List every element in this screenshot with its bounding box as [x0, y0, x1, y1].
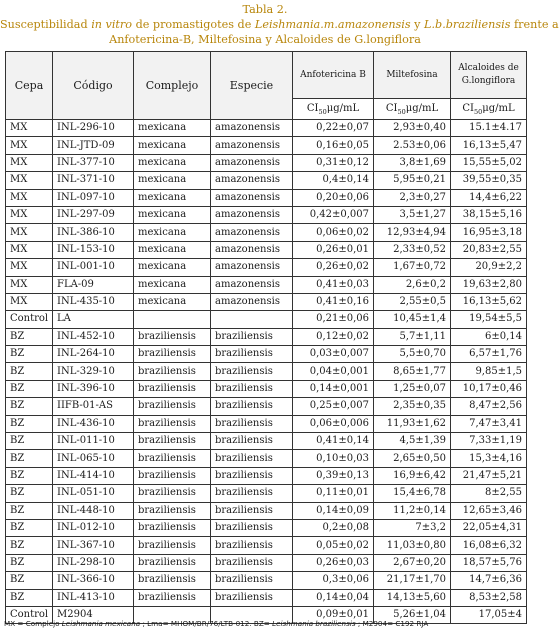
table-caption-line-2: Anfotericina-B, Miltefosina y Alcaloides de G.longiflora: [109, 33, 421, 46]
cell-miltefosina: 4,5±1,39: [374, 433, 451, 450]
cell-codigo: INL-001-10: [53, 259, 134, 276]
cell-codigo: INL-448-10: [53, 502, 134, 519]
cell-cepa: MX: [6, 189, 53, 206]
cell-complejo: mexicana: [134, 172, 211, 189]
table-row: [6, 328, 527, 345]
cell-codigo: INL-153-10: [53, 241, 134, 258]
cell-codigo: INL-414-10: [53, 467, 134, 484]
cell-alcaloides: 21,47±5,21: [451, 467, 527, 484]
cell-codigo: INL-012-10: [53, 519, 134, 536]
header-row: [6, 52, 527, 99]
cell-cepa: BZ: [6, 433, 53, 450]
table-row: [6, 311, 527, 328]
cell-anfotericina: 0,2±0,08: [293, 519, 374, 536]
cell-complejo: braziliensis: [134, 346, 211, 363]
cell-codigo: INL-065-10: [53, 450, 134, 467]
cell-alcaloides: 10,17±0,46: [451, 380, 527, 397]
cell-miltefosina: 2,33±0,52: [374, 241, 451, 258]
cell-anfotericina: 0,04±0,001: [293, 363, 374, 380]
cell-cepa: MX: [6, 172, 53, 189]
cell-codigo: INL-371-10: [53, 172, 134, 189]
cell-codigo: FLA-09: [53, 276, 134, 293]
cell-complejo: braziliensis: [134, 363, 211, 380]
cell-miltefosina: 2,35±0,35: [374, 398, 451, 415]
cell-codigo: INL-366-10: [53, 572, 134, 589]
cell-anfotericina: 0,25±0,007: [293, 398, 374, 415]
cell-codigo: INL-296-10: [53, 120, 134, 137]
cell-miltefosina: 7±3,2: [374, 519, 451, 536]
cell-especie: braziliensis: [211, 328, 293, 345]
cell-cepa: MX: [6, 293, 53, 310]
table-row: [6, 206, 527, 223]
cell-cepa: BZ: [6, 346, 53, 363]
table-row: [6, 485, 527, 502]
cell-cepa: BZ: [6, 415, 53, 432]
cell-especie: braziliensis: [211, 398, 293, 415]
cell-alcaloides: 7,47±3,41: [451, 415, 527, 432]
cell-miltefosina: 21,17±1,70: [374, 572, 451, 589]
cell-codigo: INL-297-09: [53, 206, 134, 223]
cell-especie: amazonensis: [211, 293, 293, 310]
cell-alcaloides: 12,65±3,46: [451, 502, 527, 519]
cell-miltefosina: 2,55±0,5: [374, 293, 451, 310]
cell-codigo: INL-011-10: [53, 433, 134, 450]
cell-cepa: BZ: [6, 328, 53, 345]
cell-alcaloides: 15,55±5,02: [451, 154, 527, 171]
cell-codigo: INL-377-10: [53, 154, 134, 171]
table-row: [6, 380, 527, 397]
cell-alcaloides: 19,63±2,80: [451, 276, 527, 293]
cell-codigo: INL-386-10: [53, 224, 134, 241]
cell-codigo: INL-413-10: [53, 589, 134, 606]
cell-anfotericina: 0,3±0,06: [293, 572, 374, 589]
cell-complejo: braziliensis: [134, 572, 211, 589]
column-header-codigo: Código: [53, 52, 134, 120]
column-header-cepa: Cepa: [6, 52, 53, 120]
cell-especie: braziliensis: [211, 554, 293, 571]
cell-alcaloides: 38,15±5,16: [451, 206, 527, 223]
unit-miltefosina: $CI_{50}\mu g/mL$: [374, 99, 451, 120]
cell-especie: [211, 311, 293, 328]
cell-codigo: LA: [53, 311, 134, 328]
cell-complejo: mexicana: [134, 241, 211, 258]
cell-cepa: MX: [6, 120, 53, 137]
cell-codigo: M2904: [53, 606, 134, 623]
cell-anfotericina: 0,26±0,01: [293, 241, 374, 258]
cell-alcaloides: 15,3±4,16: [451, 450, 527, 467]
cell-complejo: braziliensis: [134, 467, 211, 484]
cell-codigo: INL-264-10: [53, 346, 134, 363]
table-row: [6, 502, 527, 519]
cell-cepa: MX: [6, 276, 53, 293]
cell-especie: amazonensis: [211, 172, 293, 189]
cell-especie: braziliensis: [211, 519, 293, 536]
cell-cepa: BZ: [6, 554, 53, 571]
cell-codigo: INL-452-10: [53, 328, 134, 345]
table-row: [6, 276, 527, 293]
cell-cepa: BZ: [6, 450, 53, 467]
footnote: MX = Complejo Leishmania mexicana ; Lma= MHOM/BR/76/LTB-012. BZ= Leishmania braziliensis ; M2904= C192 RJA: [4, 619, 429, 628]
cell-anfotericina: 0,22±0,07: [293, 120, 374, 137]
cell-miltefosina: 2,3±0,27: [374, 189, 451, 206]
cell-alcaloides: 8,47±2,56: [451, 398, 527, 415]
cell-miltefosina: 11,2±0,14: [374, 502, 451, 519]
table-row: [6, 259, 527, 276]
cell-especie: amazonensis: [211, 259, 293, 276]
cell-miltefosina: 2,6±0,2: [374, 276, 451, 293]
cell-especie: braziliensis: [211, 415, 293, 432]
cell-miltefosina: 5,95±0,21: [374, 172, 451, 189]
cell-alcaloides: 15.1±4.17: [451, 120, 527, 137]
cell-anfotericina: 0,14±0,001: [293, 380, 374, 397]
cell-alcaloides: 18,57±5,76: [451, 554, 527, 571]
cell-alcaloides: 16,13±5,47: [451, 137, 527, 154]
cell-miltefosina: 11,03±0,80: [374, 537, 451, 554]
table-row: [6, 589, 527, 606]
cell-alcaloides: 6,57±1,76: [451, 346, 527, 363]
table-row: [6, 363, 527, 380]
cell-especie: amazonensis: [211, 189, 293, 206]
cell-codigo: INL-367-10: [53, 537, 134, 554]
cell-miltefosina: 1,25±0,07: [374, 380, 451, 397]
cell-complejo: braziliensis: [134, 398, 211, 415]
cell-codigo: IIFB-01-AS: [53, 398, 134, 415]
cell-anfotericina: 0,10±0,03: [293, 450, 374, 467]
cell-cepa: MX: [6, 224, 53, 241]
cell-alcaloides: 9,85±1,5: [451, 363, 527, 380]
cell-complejo: mexicana: [134, 206, 211, 223]
cell-especie: braziliensis: [211, 450, 293, 467]
cell-cepa: MX: [6, 259, 53, 276]
cell-complejo: mexicana: [134, 224, 211, 241]
cell-anfotericina: 0,26±0,03: [293, 554, 374, 571]
cell-cepa: BZ: [6, 398, 53, 415]
table-row: [6, 293, 527, 310]
table-row: [6, 137, 527, 154]
cell-anfotericina: 0,41±0,03: [293, 276, 374, 293]
cell-cepa: BZ: [6, 502, 53, 519]
table-caption-line-1: Susceptibilidad in vitro de promastigotes de Leishmania.m.amazonensis y L.b.braziliensis frente a: [0, 18, 559, 31]
cell-codigo: INL-097-10: [53, 189, 134, 206]
table-row: [6, 450, 527, 467]
cell-complejo: braziliensis: [134, 415, 211, 432]
cell-complejo: braziliensis: [134, 589, 211, 606]
cell-especie: braziliensis: [211, 572, 293, 589]
cell-codigo: INL-298-10: [53, 554, 134, 571]
cell-alcaloides: 6±0,14: [451, 328, 527, 345]
cell-complejo: braziliensis: [134, 519, 211, 536]
cell-miltefosina: 3,8±1,69: [374, 154, 451, 171]
table-label: Tabla 2.: [242, 3, 288, 16]
cell-cepa: BZ: [6, 363, 53, 380]
cell-complejo: mexicana: [134, 276, 211, 293]
table-row: [6, 554, 527, 571]
cell-especie: braziliensis: [211, 502, 293, 519]
cell-especie: amazonensis: [211, 206, 293, 223]
table-row: [6, 433, 527, 450]
cell-complejo: mexicana: [134, 137, 211, 154]
cell-cepa: BZ: [6, 380, 53, 397]
cell-complejo: mexicana: [134, 120, 211, 137]
cell-complejo: braziliensis: [134, 450, 211, 467]
cell-alcaloides: 14,4±6,22: [451, 189, 527, 206]
cell-alcaloides: 16,95±3,18: [451, 224, 527, 241]
cell-anfotericina: 0,14±0,09: [293, 502, 374, 519]
table-row: [6, 172, 527, 189]
cell-cepa: Control: [6, 311, 53, 328]
cell-anfotericina: 0,21±0,06: [293, 311, 374, 328]
cell-anfotericina: 0,11±0,01: [293, 485, 374, 502]
cell-complejo: braziliensis: [134, 380, 211, 397]
table-row: [6, 224, 527, 241]
column-header-complejo: Complejo: [134, 52, 211, 120]
cell-complejo: braziliensis: [134, 537, 211, 554]
cell-alcaloides: 39,55±0,35: [451, 172, 527, 189]
cell-anfotericina: 0,12±0,02: [293, 328, 374, 345]
cell-cepa: BZ: [6, 572, 53, 589]
cell-especie: braziliensis: [211, 467, 293, 484]
cell-anfotericina: 0,42±0,007: [293, 206, 374, 223]
table-body: [6, 120, 527, 624]
cell-miltefosina: 15,4±6,78: [374, 485, 451, 502]
cell-especie: amazonensis: [211, 154, 293, 171]
table-row: [6, 537, 527, 554]
cell-especie: amazonensis: [211, 276, 293, 293]
cell-anfotericina: 0,4±0,14: [293, 172, 374, 189]
table-row: [6, 398, 527, 415]
cell-especie: braziliensis: [211, 433, 293, 450]
cell-codigo: INL-435-10: [53, 293, 134, 310]
cell-especie: braziliensis: [211, 537, 293, 554]
cell-anfotericina: 0,03±0,007: [293, 346, 374, 363]
cell-complejo: [134, 311, 211, 328]
cell-alcaloides: 22,05±4,31: [451, 519, 527, 536]
cell-anfotericina: 0,16±0,05: [293, 137, 374, 154]
cell-complejo: mexicana: [134, 189, 211, 206]
cell-anfotericina: 0,31±0,12: [293, 154, 374, 171]
cell-especie: braziliensis: [211, 363, 293, 380]
column-header-alcaloides: Alcaloides de G.longiflora: [451, 52, 527, 99]
cell-miltefosina: 5,26±1,04: [374, 606, 451, 623]
cell-alcaloides: 16,13±5,62: [451, 293, 527, 310]
cell-cepa: BZ: [6, 537, 53, 554]
cell-especie: amazonensis: [211, 137, 293, 154]
cell-miltefosina: 2,67±0,20: [374, 554, 451, 571]
cell-complejo: mexicana: [134, 293, 211, 310]
cell-alcaloides: 19,54±5,5: [451, 311, 527, 328]
cell-alcaloides: 17,05±4: [451, 606, 527, 623]
table-row: [6, 415, 527, 432]
cell-miltefosina: 1,67±0,72: [374, 259, 451, 276]
cell-complejo: mexicana: [134, 259, 211, 276]
unit-anfotericina: $CI_{50}\mu g/mL$: [293, 99, 374, 120]
cell-cepa: MX: [6, 154, 53, 171]
cell-cepa: MX: [6, 241, 53, 258]
cell-miltefosina: 2,93±0,40: [374, 120, 451, 137]
cell-complejo: braziliensis: [134, 328, 211, 345]
table-row: [6, 189, 527, 206]
cell-anfotericina: 0,41±0,16: [293, 293, 374, 310]
cell-cepa: BZ: [6, 485, 53, 502]
cell-complejo: braziliensis: [134, 433, 211, 450]
cell-especie: braziliensis: [211, 589, 293, 606]
table-row: [6, 519, 527, 536]
cell-especie: amazonensis: [211, 241, 293, 258]
cell-anfotericina: 0,26±0,02: [293, 259, 374, 276]
cell-complejo: braziliensis: [134, 485, 211, 502]
cell-complejo: braziliensis: [134, 554, 211, 571]
table-row: [6, 467, 527, 484]
column-header-especie: Especie: [211, 52, 293, 120]
cell-miltefosina: 8,65±1,77: [374, 363, 451, 380]
cell-alcaloides: 16,08±6,32: [451, 537, 527, 554]
cell-especie: braziliensis: [211, 485, 293, 502]
cell-cepa: MX: [6, 137, 53, 154]
cell-anfotericina: 0,06±0,006: [293, 415, 374, 432]
column-header-miltefosina: Miltefosina: [374, 52, 451, 99]
cell-cepa: BZ: [6, 519, 53, 536]
cell-cepa: Control: [6, 606, 53, 623]
cell-miltefosina: 10,45±1,4: [374, 311, 451, 328]
susceptibility-table: [5, 51, 527, 624]
unit-alcaloides: $CI_{50}\mu g/mL$: [451, 99, 527, 120]
table-row: [6, 572, 527, 589]
cell-miltefosina: 3,5±1,27: [374, 206, 451, 223]
cell-miltefosina: 16,9±6,42: [374, 467, 451, 484]
cell-anfotericina: 0,20±0,06: [293, 189, 374, 206]
cell-codigo: INL-396-10: [53, 380, 134, 397]
cell-especie: braziliensis: [211, 346, 293, 363]
cell-complejo: mexicana: [134, 154, 211, 171]
cell-codigo: INL-329-10: [53, 363, 134, 380]
cell-miltefosina: 12,93±4,94: [374, 224, 451, 241]
cell-anfotericina: 0,09±0,01: [293, 606, 374, 623]
table-row: [6, 241, 527, 258]
cell-miltefosina: 5,7±1,11: [374, 328, 451, 345]
table-row: [6, 346, 527, 363]
cell-especie: braziliensis: [211, 380, 293, 397]
cell-miltefosina: 5,5±0,70: [374, 346, 451, 363]
cell-alcaloides: 20,83±2,55: [451, 241, 527, 258]
table-row: [6, 120, 527, 137]
cell-miltefosina: 2,65±0,50: [374, 450, 451, 467]
cell-especie: amazonensis: [211, 224, 293, 241]
cell-especie: amazonensis: [211, 120, 293, 137]
table-title: [0, 2, 559, 47]
cell-complejo: braziliensis: [134, 502, 211, 519]
table-row: [6, 154, 527, 171]
cell-codigo: INL-JTD-09: [53, 137, 134, 154]
cell-alcaloides: 14,7±6,36: [451, 572, 527, 589]
cell-miltefosina: 11,93±1,62: [374, 415, 451, 432]
cell-codigo: INL-051-10: [53, 485, 134, 502]
cell-cepa: BZ: [6, 589, 53, 606]
column-header-anfotericina: Anfotericina B: [293, 52, 374, 99]
cell-codigo: INL-436-10: [53, 415, 134, 432]
cell-miltefosina: 14,13±5,60: [374, 589, 451, 606]
cell-miltefosina: 2.53±0,06: [374, 137, 451, 154]
cell-alcaloides: 8,53±2,58: [451, 589, 527, 606]
cell-alcaloides: 7,33±1,19: [451, 433, 527, 450]
cell-anfotericina: 0,14±0,04: [293, 589, 374, 606]
cell-alcaloides: 8±2,55: [451, 485, 527, 502]
cell-anfotericina: 0,41±0,14: [293, 433, 374, 450]
cell-alcaloides: 20,9±2,2: [451, 259, 527, 276]
cell-cepa: MX: [6, 206, 53, 223]
cell-anfotericina: 0,39±0,13: [293, 467, 374, 484]
cell-cepa: BZ: [6, 467, 53, 484]
cell-anfotericina: 0,06±0,02: [293, 224, 374, 241]
cell-anfotericina: 0,05±0,02: [293, 537, 374, 554]
